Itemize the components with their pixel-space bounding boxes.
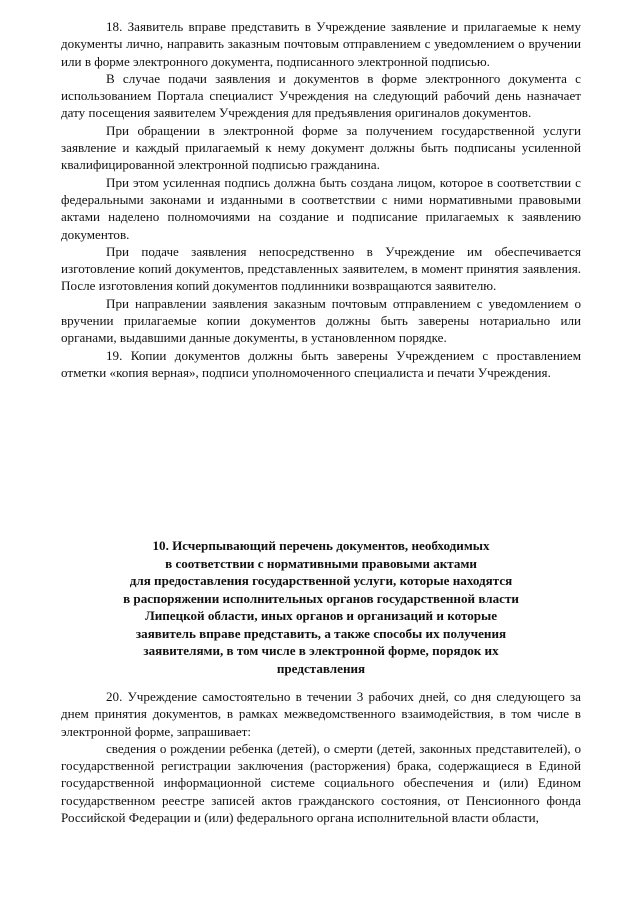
paragraph-postal-submission: При направлении заявления заказным почтовым отправлением с уведомлением о вручении прилагаемые копии документов должны быть заверены нотариально или органами, выдавшими данные документы, в установленном порядке. — [61, 295, 581, 346]
heading-line: заявитель вправе представить, а также способы их получения — [135, 625, 507, 641]
paragraph-20: 20. Учреждение самостоятельно в течении 3 рабочих дней, со дня следующего за днем принятия документов, в рамках межведомственного взаимодействия, в том числе в электронной форме, запрашивает: — [61, 689, 581, 739]
heading-line: в распоряжении исполнительных органов государственной власти — [123, 590, 519, 606]
paragraph-electronic-submission: В случае подачи заявления и документов в форме электронного документа с использованием Портала специалист Учреждения на следующий рабочий день назначает дату посещения заявителем Учреждения для предъявления оригиналов документов. — [61, 70, 581, 121]
heading-line: для предоставления государственной услуги, которые находятся — [129, 573, 513, 588]
paragraph-19: 19. Копии документов должны быть заверены Учреждением с проставлением отметки «копия верная», подписи уполномоченного специалиста и печати Учреждения. — [61, 347, 581, 380]
heading-line: Липецкой области, иных органов и организаций и которые — [144, 608, 498, 623]
paragraphs-after-heading — [61, 688, 581, 826]
paragraph-birth-death-records: сведения о рождении ребенка (детей), о смерти (детей, законных представителей), о государственной регистрации заключения (расторжения) брака, содержащиеся в Единой государственной информационной системе социального обеспечения и (или) Едином государственном реестре записей актов гражданского состояния, от Пенсионного фонда Российской Федерации и (или) федерального органа исполнительной власти области, — [61, 740, 581, 826]
heading-line: представления — [276, 660, 366, 676]
paragraph-18: 18. Заявитель вправе представить в Учреждение заявление и прилагаемые к нему документы лично, направить заказным почтовым отправлением с уведомлением о вручении или в форме электронного документа, подписанного электронной подписью. — [61, 19, 581, 69]
heading-line: в соответствии с нормативными правовыми актами — [165, 555, 477, 571]
section-heading-10 — [61, 537, 581, 677]
heading-line: 10. Исчерпывающий перечень документов, необходимых — [152, 538, 490, 553]
paragraph-signature-creator: При этом усиленная подпись должна быть создана лицом, которое в соответствии с федеральными законами и изданными в соответствии с ними нормативными правовыми актами наделено полномочиями на создание и подписание прилагаемых к заявлению документов. — [61, 174, 581, 242]
paragraph-electronic-signature: При обращении в электронной форме за получением государственной услуги заявление и каждый прилагаемый к нему документ должны быть подписаны усиленной квалифицированной электронной подписью гражданина. — [61, 122, 581, 173]
paragraphs-before-heading — [61, 18, 581, 381]
paragraph-direct-submission: При подаче заявления непосредственно в Учреждение им обеспечивается изготовление копий документов, представленных заявителем, в момент принятия заявления. После изготовления копий документов подлинники возвращаются заявителю. — [61, 243, 581, 294]
heading-line: заявителями, в том числе в электронной форме, порядок их — [143, 643, 499, 658]
